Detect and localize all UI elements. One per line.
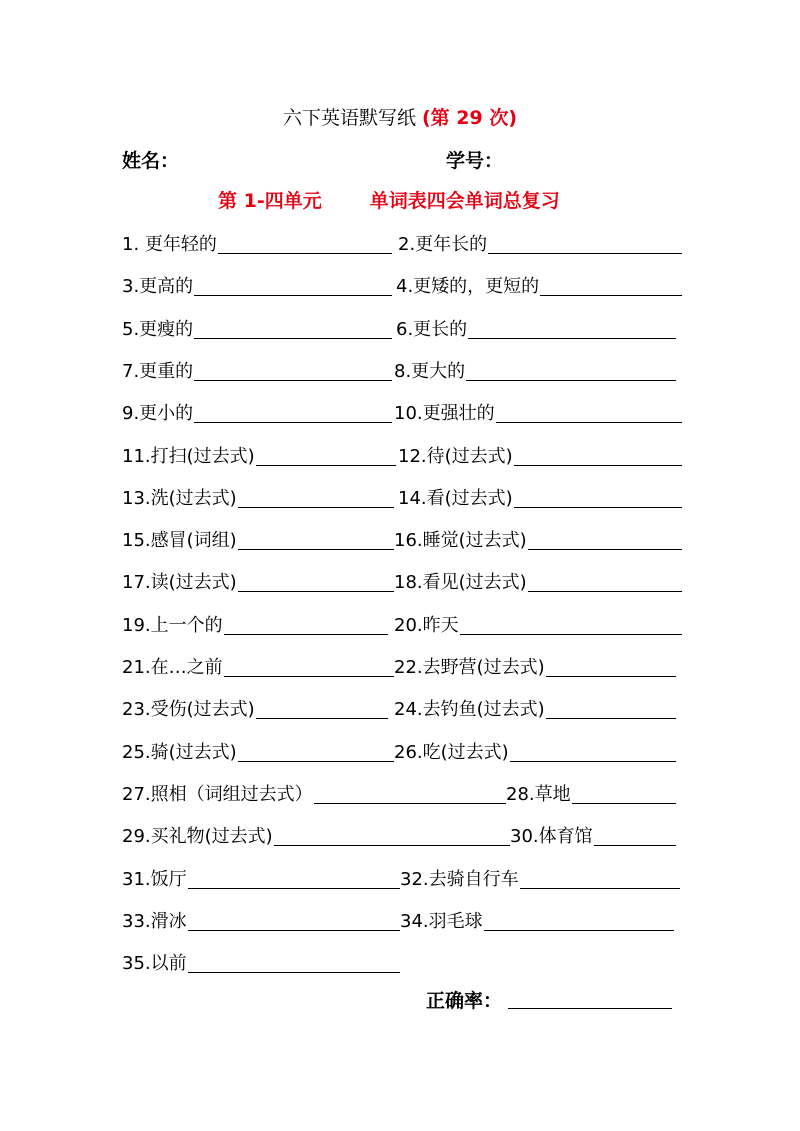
vocab-item — [396, 315, 676, 343]
vocab-prompt: 11.打扫(过去式) — [122, 445, 255, 467]
vocab-item — [122, 230, 392, 258]
section-heading — [218, 187, 560, 215]
vocab-item — [398, 484, 682, 512]
vocab-prompt: 31.饭厅 — [122, 868, 187, 890]
vocab-item — [394, 653, 676, 681]
vocab-item — [398, 230, 682, 258]
vocab-item — [400, 907, 674, 935]
answer-blank[interactable] — [468, 338, 676, 339]
answer-blank[interactable] — [528, 549, 682, 550]
answer-blank[interactable] — [238, 549, 394, 550]
vocab-row — [122, 442, 682, 470]
answer-blank[interactable] — [218, 253, 392, 254]
vocab-item — [122, 907, 400, 935]
vocab-prompt: 8.更大的 — [394, 360, 466, 382]
answer-blank[interactable] — [238, 761, 394, 762]
vocab-prompt: 10.更强壮的 — [394, 403, 495, 425]
vocab-row — [122, 230, 682, 258]
vocab-prompt: 29.买礼物(过去式) — [122, 826, 273, 848]
vocab-prompt: 20.昨天 — [394, 614, 459, 636]
vocab-item — [122, 865, 400, 893]
vocab-row — [122, 738, 682, 766]
vocab-item — [122, 357, 392, 385]
answer-blank[interactable] — [496, 422, 682, 423]
vocab-item — [122, 949, 400, 977]
vocab-row — [122, 357, 682, 385]
vocab-prompt: 26.吃(过去式) — [394, 741, 509, 763]
answer-blank[interactable] — [546, 676, 676, 677]
accuracy-field — [426, 985, 672, 1013]
vocab-row — [122, 949, 682, 977]
vocab-prompt: 17.读(过去式) — [122, 572, 237, 594]
answer-blank[interactable] — [514, 465, 682, 466]
vocab-item — [394, 399, 682, 427]
vocab-prompt: 12.待(过去式) — [398, 445, 513, 467]
vocab-item — [122, 484, 394, 512]
answer-blank[interactable] — [224, 634, 388, 635]
vocab-row — [122, 695, 682, 723]
answer-blank[interactable] — [256, 465, 396, 466]
vocab-row — [122, 272, 682, 300]
answer-blank[interactable] — [274, 845, 510, 846]
vocab-prompt: 3.更高的 — [122, 276, 194, 298]
vocab-item — [122, 526, 394, 554]
vocab-row — [122, 611, 682, 639]
answer-blank[interactable] — [484, 930, 674, 931]
vocab-row — [122, 907, 682, 935]
answer-blank[interactable] — [194, 295, 392, 296]
vocab-prompt: 25.骑(过去式) — [122, 741, 237, 763]
answer-blank[interactable] — [488, 253, 682, 254]
vocab-row — [122, 568, 682, 596]
vocab-prompt: 22.去野营(过去式) — [394, 657, 545, 678]
accuracy-label: 正确率： — [426, 990, 503, 1012]
vocab-item — [122, 399, 392, 427]
vocab-prompt: 7.更重的 — [122, 360, 194, 382]
answer-blank[interactable] — [314, 803, 506, 804]
student-number-label: 学号： — [446, 150, 504, 172]
vocab-row — [122, 865, 682, 893]
vocab-item — [394, 526, 682, 554]
vocab-item — [394, 568, 682, 596]
answer-blank[interactable] — [546, 718, 676, 719]
vocab-item — [400, 865, 680, 893]
answer-blank[interactable] — [188, 972, 400, 973]
vocab-row — [122, 315, 682, 343]
vocab-item — [122, 695, 388, 723]
vocab-item — [122, 315, 392, 343]
vocab-item — [394, 738, 676, 766]
title-session: (第 29 次) — [422, 107, 518, 129]
answer-blank[interactable] — [520, 888, 680, 889]
vocab-prompt: 5.更瘦的 — [122, 318, 194, 340]
answer-blank[interactable] — [238, 591, 394, 592]
vocab-prompt: 34.羽毛球 — [400, 910, 483, 932]
vocab-row — [122, 780, 682, 808]
vocab-prompt: 30.体育馆 — [510, 826, 593, 848]
vocab-prompt: 27.照相（词组过去式） — [122, 783, 313, 805]
vocab-prompt: 9.更小的 — [122, 403, 194, 425]
unit-topic: 单词表四会单词总复习 — [369, 190, 560, 212]
vocab-item — [122, 822, 510, 850]
answer-blank[interactable] — [224, 676, 394, 677]
vocab-prompt: 6.更长的 — [396, 318, 468, 340]
answer-blank[interactable] — [594, 845, 676, 846]
answer-blank[interactable] — [188, 888, 400, 889]
vocab-prompt: 18.看见(过去式) — [394, 572, 527, 594]
name-label: 姓名： — [122, 150, 180, 172]
answer-blank[interactable] — [510, 761, 676, 762]
vocab-prompt: 15.感冒(词组) — [122, 530, 237, 552]
answer-blank[interactable] — [540, 295, 682, 296]
vocab-prompt: 32.去骑自行车 — [400, 868, 519, 890]
vocab-prompt: 2.更年长的 — [398, 234, 488, 255]
answer-blank[interactable] — [194, 422, 392, 423]
vocab-prompt: 13.洗(过去式) — [122, 487, 237, 509]
vocab-item — [398, 442, 682, 470]
answer-blank[interactable] — [460, 634, 682, 635]
vocab-item — [122, 568, 394, 596]
vocab-row — [122, 653, 682, 681]
vocab-row — [122, 526, 682, 554]
answer-blank[interactable] — [188, 930, 400, 931]
vocab-item — [394, 695, 676, 723]
answer-blank[interactable] — [514, 507, 682, 508]
page-title — [0, 104, 800, 132]
vocab-item — [122, 442, 396, 470]
vocab-item — [394, 611, 682, 639]
answer-blank[interactable] — [194, 338, 392, 339]
vocab-item — [396, 272, 682, 300]
accuracy-blank[interactable] — [508, 1008, 672, 1009]
vocab-prompt: 4.更矮的，更短的 — [396, 276, 540, 298]
vocab-item — [122, 653, 394, 681]
vocab-row — [122, 399, 682, 427]
answer-blank[interactable] — [572, 803, 676, 804]
unit-range: 第 1-四单元 — [218, 190, 322, 212]
vocab-row — [122, 484, 682, 512]
vocab-row — [122, 822, 682, 850]
vocab-item — [122, 738, 394, 766]
vocab-prompt: 33.滑冰 — [122, 910, 187, 932]
vocab-prompt: 19.上一个的 — [122, 614, 223, 636]
answer-blank[interactable] — [194, 380, 392, 381]
vocab-prompt: 35.以前 — [122, 953, 187, 975]
vocab-item — [122, 272, 392, 300]
vocab-prompt: 21.在…之前 — [122, 657, 223, 678]
vocab-prompt: 14.看(过去式) — [398, 487, 513, 509]
answer-blank[interactable] — [528, 591, 682, 592]
vocab-item — [510, 822, 676, 850]
answer-blank[interactable] — [256, 718, 388, 719]
vocab-prompt: 24.去钓鱼(过去式) — [394, 699, 545, 721]
vocab-prompt: 23.受伤(过去式) — [122, 699, 255, 721]
vocab-prompt: 16.睡觉(过去式) — [394, 530, 527, 552]
vocab-prompt: 28.草地 — [506, 783, 571, 805]
vocab-prompt: 1. 更年轻的 — [122, 234, 217, 255]
vocab-item — [122, 780, 506, 808]
vocab-item — [506, 780, 676, 808]
answer-blank[interactable] — [238, 507, 394, 508]
vocab-item — [122, 611, 388, 639]
vocab-item — [394, 357, 676, 385]
answer-blank[interactable] — [466, 380, 676, 381]
title-main: 六下英语默写纸 — [282, 107, 422, 129]
